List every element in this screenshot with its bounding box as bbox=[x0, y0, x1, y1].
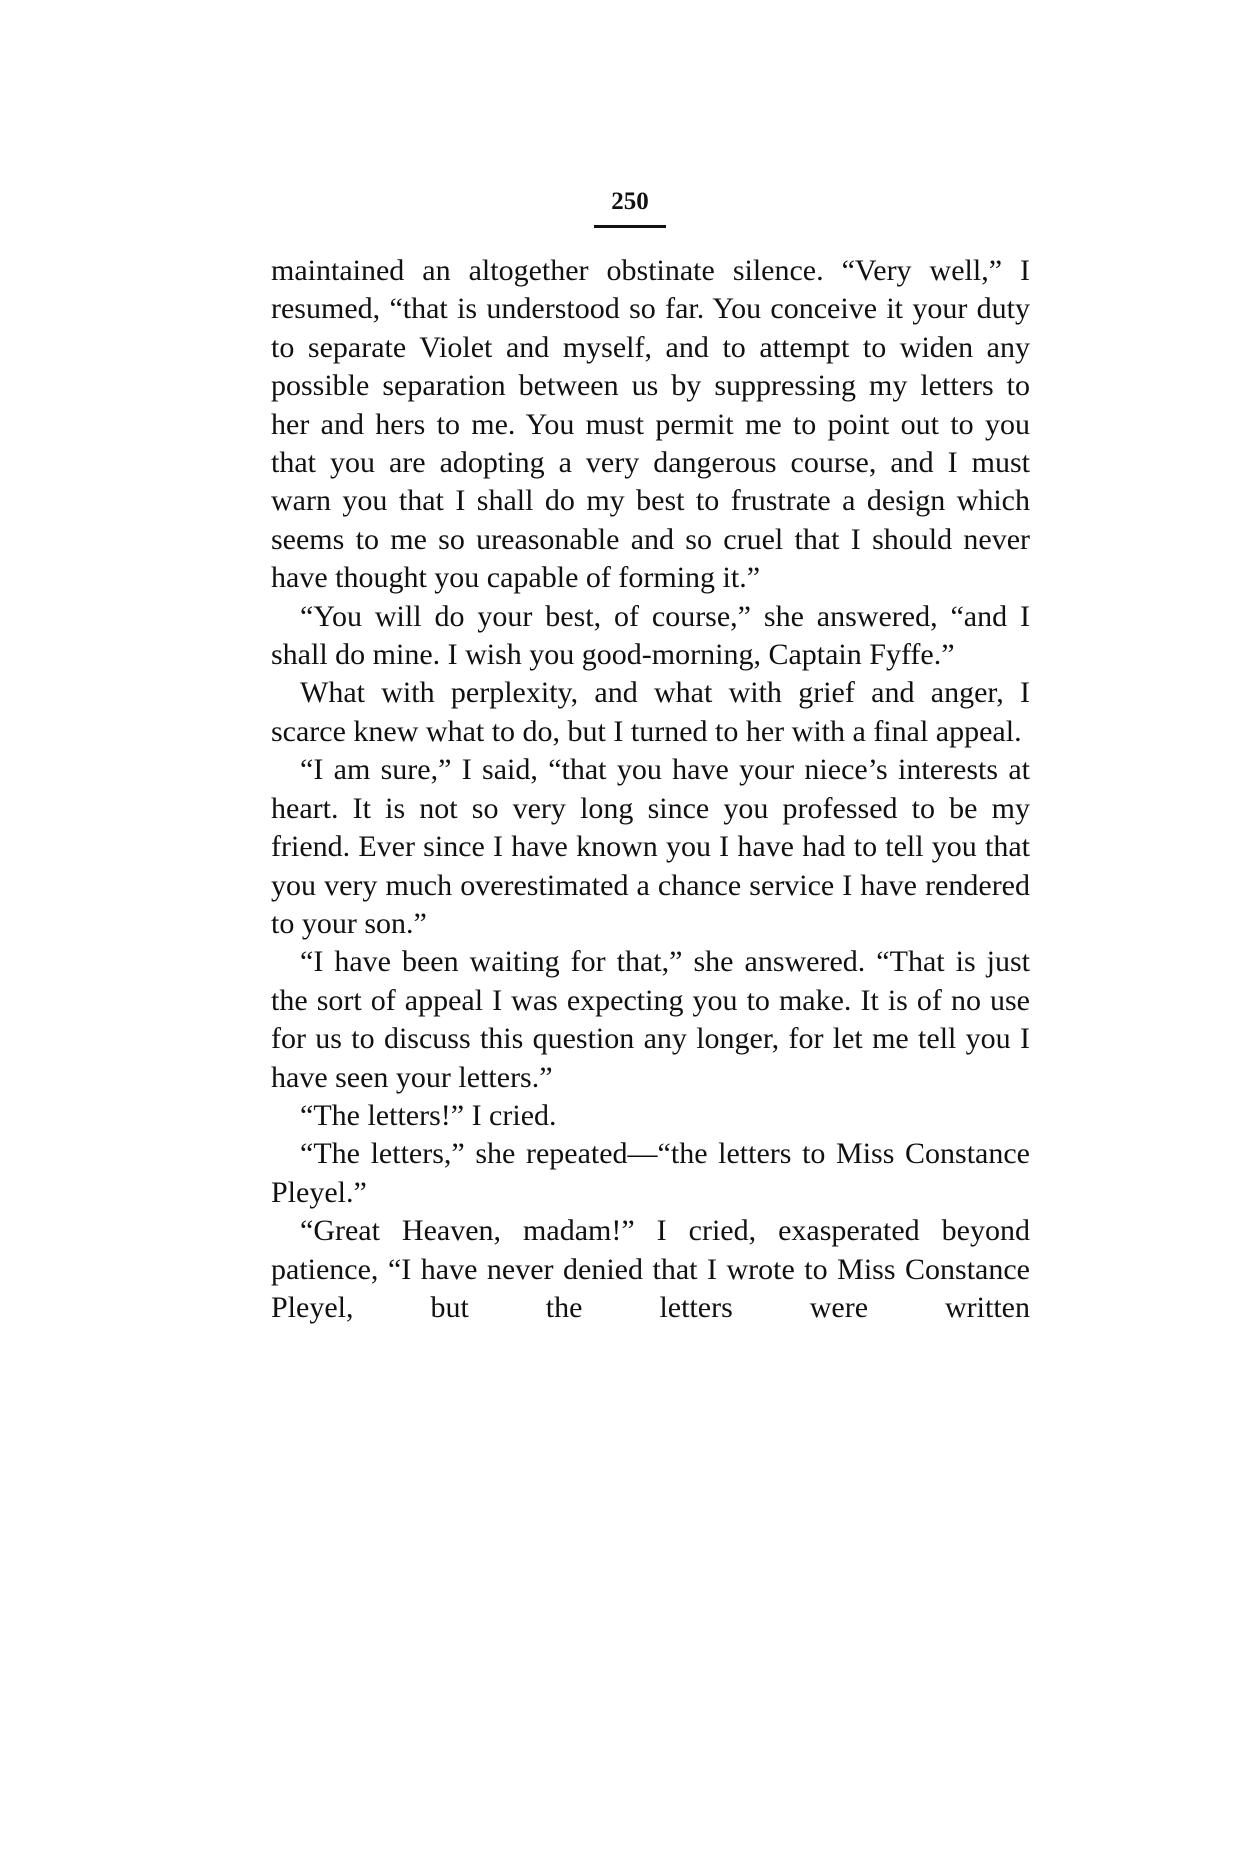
paragraph: maintained an altogether obstinate silence. “Very well,” I resumed, “that is understood so far. You conceive it your duty to separate Violet and myself, and to attempt to widen any possible separation between us by suppressing my letters to her and hers to me. You must permit me to point out to you that you are adopting a very dangerous course, and I must warn you that I shall do my best to frustrate a design which seems to me so ureasonable and so cruel that I should never have thought you capable of forming it.” bbox=[271, 254, 1030, 595]
paragraph: “I have been waiting for that,” she answered. “That is just the sort of appeal I was expecting you to make. It is of no use for us to discuss this question any longer, for let me tell you I have seen your letters.” bbox=[271, 945, 1030, 1094]
body-text bbox=[271, 252, 1030, 1327]
page-number-rule bbox=[594, 225, 666, 228]
paragraph: “The letters,” she repeated—“the letters to Miss Constance Pleyel.” bbox=[271, 1137, 1030, 1209]
page-number: 250 bbox=[611, 188, 649, 215]
paragraph: “You will do your best, of course,” she answered, “and I shall do mine. I wish you good-morning, Captain Fyffe.” bbox=[271, 599, 1030, 672]
paragraph: “The letters!” I cried. bbox=[300, 1098, 557, 1132]
paragraph: What with perplexity, and what with grief and anger, I scarce knew what to do, but I turned to her with a final appeal. bbox=[271, 676, 1030, 748]
paragraph: “I am sure,” I said, “that you have your niece’s interests at heart. It is not so very long since you professed to be my friend. Ever since I have known you I have had to tell you that you very much overestimated a chance service I have rendered to your son.” bbox=[271, 753, 1030, 940]
paragraph: “Great Heaven, madam!” I cried, exasperated beyond patience, “I have never denied that I wrote to Miss Constance Pleyel, but the letters were written bbox=[271, 1214, 1030, 1324]
